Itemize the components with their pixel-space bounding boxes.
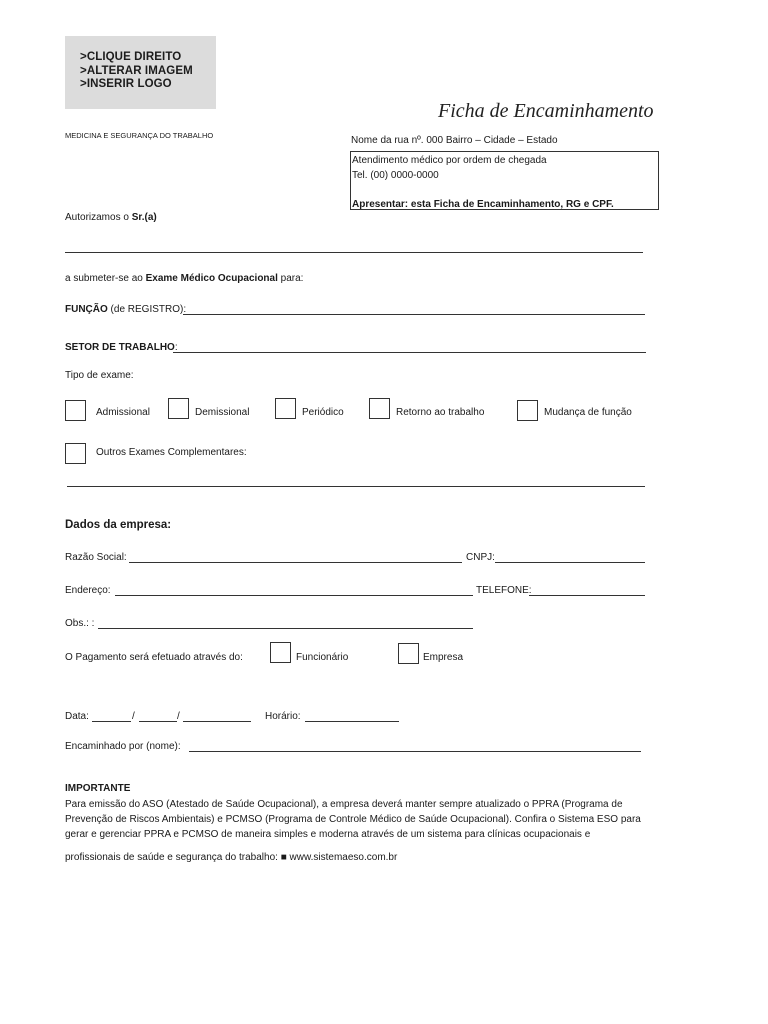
razao-social-field[interactable] [129, 562, 462, 563]
periodico-label: Periódico [302, 407, 344, 418]
importante-paragraph [65, 797, 665, 842]
pagamento-empresa-label: Empresa [423, 652, 464, 663]
pagamento-funcionario-checkbox[interactable] [270, 642, 291, 663]
demissional-label: Demissional [195, 407, 250, 418]
info-line-phone: Tel. (00) 0000-0000 [352, 170, 439, 181]
data-day-field[interactable] [92, 721, 131, 722]
periodico-checkbox[interactable] [275, 398, 296, 419]
authorize-label: Autorizamos o Sr.(a) [65, 212, 157, 223]
encaminhado-label: Encaminhado por (nome): [65, 741, 181, 752]
setor-label: SETOR DE TRABALHO: [65, 342, 178, 353]
info-line-documents: Apresentar: esta Ficha de Encaminhamento, RG e CPF. [352, 199, 614, 210]
horario-field[interactable] [305, 721, 399, 722]
obs-label: Obs.: : [65, 618, 95, 629]
setor-field[interactable] [173, 352, 646, 353]
data-month-field[interactable] [139, 721, 177, 722]
pagamento-label: O Pagamento será efetuado através do: [65, 652, 243, 663]
clinic-info-box [350, 151, 659, 210]
logo-line-3: >INSERIR LOGO [80, 78, 172, 90]
pagamento-funcionario-label: Funcionário [296, 652, 349, 663]
logo-line-2: >ALTERAR IMAGEM [80, 64, 193, 77]
importante-heading: IMPORTANTE [65, 783, 131, 794]
empresa-heading: Dados da empresa: [65, 519, 172, 531]
data-year-field[interactable] [183, 721, 251, 722]
cnpj-field[interactable] [495, 562, 645, 563]
outros-exames-field[interactable] [67, 486, 645, 487]
date-separator-2: / [177, 711, 180, 722]
horario-label: Horário: [265, 711, 301, 722]
importante-line-2: Prevenção de Riscos Ambientais) e PCMSO (Programa de Controle Médico de Saúde Ocupacional). Confira o Sistema ESO para [65, 814, 641, 825]
obs-field[interactable] [98, 628, 473, 629]
telefone-field[interactable] [529, 595, 645, 596]
retorno-label: Retorno ao trabalho [396, 407, 485, 418]
cnpj-label: CNPJ: [466, 552, 495, 563]
importante-line-3: gerar e gerenciar PPRA e PCMSO de maneira simples e moderna através de um sistema para clínicas ocupacionais e [65, 829, 591, 840]
funcao-field[interactable] [183, 314, 645, 315]
endereco-field[interactable] [115, 595, 473, 596]
logo-line-1: >CLIQUE DIREITO [80, 51, 182, 63]
clinic-address: Nome da rua nº. 000 Bairro – Cidade – Estado [351, 135, 558, 146]
endereco-label: Endereço: [65, 585, 111, 596]
admissional-checkbox[interactable] [65, 400, 86, 421]
importante-line-1: Para emissão do ASO (Atestado de Saúde Ocupacional), a empresa deverá manter sempre atualizado o PPRA (Programa de [65, 799, 623, 810]
date-separator-1: / [132, 711, 135, 722]
admissional-label: Admissional [96, 407, 150, 418]
encaminhado-field[interactable] [189, 751, 641, 752]
tipo-exame-label: Tipo de exame: [65, 370, 134, 381]
company-tagline: MEDICINA E SEGURANÇA DO TRABALHO [65, 131, 214, 140]
mudanca-label: Mudança de função [544, 407, 632, 418]
demissional-checkbox[interactable] [168, 398, 189, 419]
info-line-attendance: Atendimento médico por ordem de chegada [352, 155, 547, 166]
telefone-label: TELEFONE: [476, 585, 532, 596]
logo-placeholder[interactable] [65, 36, 216, 109]
exam-intro-label: a submeter-se ao Exame Médico Ocupacional para: [65, 273, 304, 284]
razao-social-label: Razão Social: [65, 552, 127, 563]
data-label: Data: [65, 711, 89, 722]
employee-name-field[interactable] [65, 252, 643, 253]
outros-exames-checkbox[interactable] [65, 443, 86, 464]
document-title: Ficha de Encaminhamento [438, 100, 654, 122]
pagamento-empresa-checkbox[interactable] [398, 643, 419, 664]
mudanca-checkbox[interactable] [517, 400, 538, 421]
importante-last-line: profissionais de saúde e segurança do trabalho: ■ www.sistemaeso.com.br [65, 852, 398, 863]
outros-exames-label: Outros Exames Complementares: [96, 447, 247, 458]
retorno-checkbox[interactable] [369, 398, 390, 419]
funcao-label: FUNÇÃO (de REGISTRO): [65, 304, 187, 315]
